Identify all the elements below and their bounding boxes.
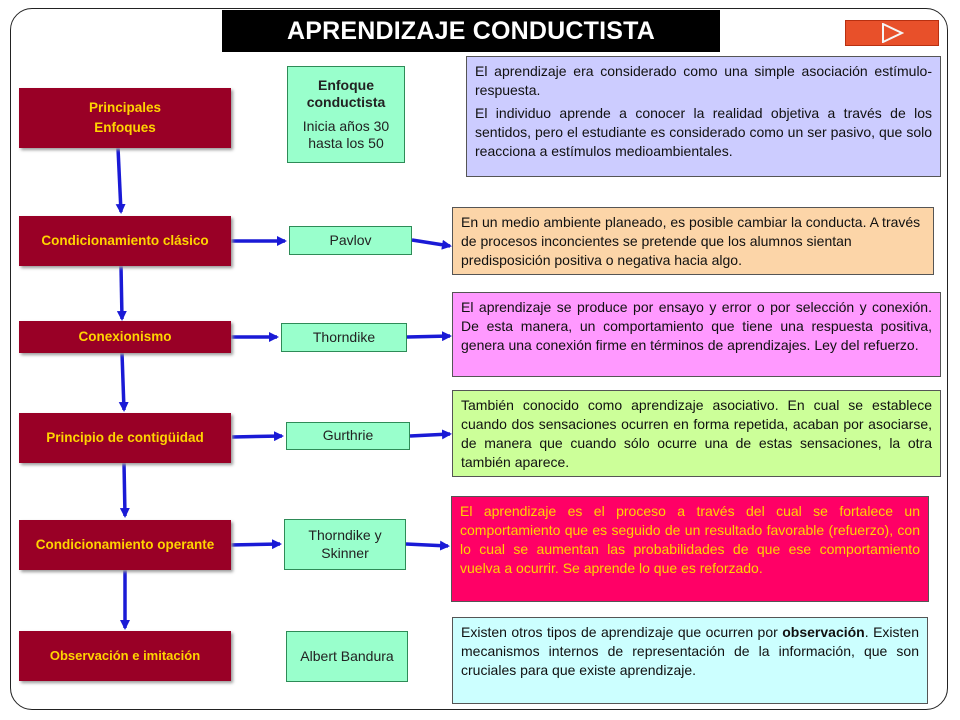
- left-label-line-2: Enfoques: [94, 120, 156, 135]
- description-text-after: . Existen mecanismos internos de representación de la información, que son cruciales para que existe aprendizaje.: [461, 624, 919, 678]
- description-box-condicionamiento-clasico: [452, 207, 934, 275]
- description-text: [461, 623, 919, 680]
- left-label: Condicionamiento operante: [35, 536, 215, 552]
- left-box-observacion-imitacion: [19, 631, 231, 681]
- slide-title: APRENDIZAJE CONDUCTISTA: [222, 10, 720, 52]
- left-label: Conexionismo: [78, 328, 172, 344]
- author-label: Thorndike y Skinner: [308, 527, 382, 561]
- author-label: Pavlov: [329, 231, 372, 248]
- description-box-conexionismo: [452, 292, 941, 377]
- author-box-pavlov: [289, 226, 412, 255]
- author-label: Gurthrie: [322, 427, 374, 444]
- left-box-principio-contiguidad: [19, 413, 231, 463]
- left-label-line-1: Principales: [88, 99, 162, 115]
- author-box-gurthrie: [286, 422, 410, 450]
- arrow-down-4: [124, 463, 125, 516]
- author-label: Albert Bandura: [300, 647, 394, 664]
- arrow-right-author-3: [407, 336, 450, 337]
- author-box-thorndike: [281, 323, 407, 352]
- left-box-condicionamiento-clasico: [19, 216, 231, 266]
- arrow-down-2: [121, 266, 122, 319]
- description-box-condicionamiento-operante: [451, 496, 929, 602]
- author-box-title: Enfoque conductista: [306, 76, 386, 110]
- arrow-right-left-4: [232, 436, 282, 437]
- author-label: Thorndike: [312, 328, 376, 345]
- arrow-right-author-5: [406, 544, 448, 546]
- description-paragraph-1: El aprendizaje era considerado como una simple asociación estímulo-respuesta.: [475, 63, 932, 98]
- left-label: Principio de contigüidad: [46, 429, 204, 445]
- left-label: Observación e imitación: [49, 648, 201, 664]
- description-text-before: Existen otros tipos de aprendizaje que ocurren por: [461, 624, 783, 640]
- description-text-bold: observación: [782, 624, 865, 640]
- left-box-condicionamiento-operante: [19, 520, 231, 570]
- arrow-right-left-5: [229, 544, 280, 545]
- author-box-albert-bandura: [286, 631, 408, 682]
- author-box-thorndike-skinner: [284, 519, 406, 570]
- arrow-right-author-2: [412, 240, 450, 246]
- left-box-principales-enfoques: [19, 88, 231, 148]
- left-box-conexionismo: [19, 321, 231, 353]
- description-paragraph-2: El individuo aprende a conocer la realidad objetiva a través de los sentidos, pero el estudiante es considerado como un ser pasivo, que solo reacciona a estímulos medioambientales.: [475, 104, 932, 159]
- description-text: El aprendizaje es el proceso a través del cual se fortalece un comportamiento que es seguido de un resultado favorable (refuerzo), con lo cual se aumentan las probabilidades de que ese comportamiento vuelva a ocurrir. Se aprende lo que es reforzado.: [460, 503, 920, 576]
- left-label: Condicionamiento clásico: [41, 232, 209, 248]
- description-text: El aprendizaje se produce por ensayo y error o por selección y conexión. De esta manera, un comportamiento que tiene una respuesta positiva, genera una conexión firme en términos de aprendizajes. Ley del refuerzo.: [461, 299, 932, 353]
- arrow-right-author-4: [410, 434, 450, 436]
- description-box-observacion-imitacion: [452, 617, 928, 704]
- description-text: En un medio ambiente planeado, es posible cambiar la conducta. A través de procesos inconcientes se pretende que los alumnos sientan predisposición positiva o negativa hacia algo.: [461, 214, 921, 268]
- description-box-principio-contiguidad: [452, 390, 941, 477]
- arrow-down-3: [122, 353, 124, 410]
- description-text: También conocido como aprendizaje asociativo. En cual se establece cuando dos sensaciones ocurren en forma repetida, acaban por asociarse, de manera que cuando sólo ocurre una de estas sensaciones, la otra también aparece.: [461, 397, 932, 470]
- author-box-subtitle: Inicia años 30 hasta los 50: [302, 117, 390, 151]
- arrow-down-1: [118, 148, 121, 212]
- description-box-principales-enfoques: [466, 56, 941, 177]
- author-box-enfoque-conductista: [287, 66, 405, 163]
